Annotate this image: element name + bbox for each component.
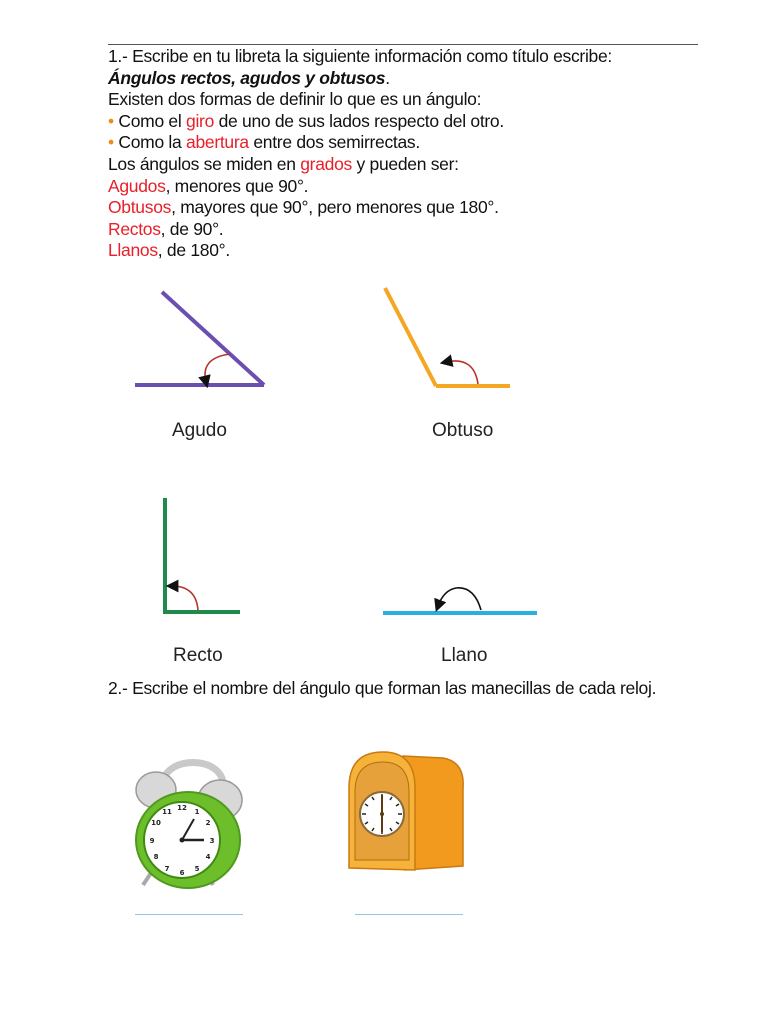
alarm-n4: 4 xyxy=(205,853,211,861)
type-rectos: Rectos, de 90°. xyxy=(108,218,224,239)
straight-angle-figure xyxy=(383,588,537,613)
alarm-n5: 5 xyxy=(194,865,200,873)
answer-line-alarm[interactable] xyxy=(135,914,243,915)
mantel-center xyxy=(380,812,384,816)
intro-text xyxy=(108,46,708,262)
alarm-n11: 11 xyxy=(162,808,172,816)
label-llano: Llano xyxy=(441,645,488,666)
straight-arc xyxy=(438,588,481,610)
top-rule xyxy=(108,44,698,45)
answer-line-mantel[interactable] xyxy=(355,914,463,915)
right-angle-figure xyxy=(163,498,240,612)
right-arc xyxy=(172,586,198,610)
alarm-n2: 2 xyxy=(205,819,211,827)
label-recto: Recto xyxy=(173,645,223,666)
obtuse-ray-slant xyxy=(385,288,436,386)
question-2: 2.- Escribe el nombre del ángulo que forman las manecillas de cada reloj. xyxy=(108,678,657,698)
alarm-n6: 6 xyxy=(179,869,185,877)
obtuse-arc xyxy=(446,361,478,384)
lesson-title: Ángulos rectos, agudos y obtusos xyxy=(108,67,386,88)
measure-line: Los ángulos se miden en grados y pueden ser: xyxy=(108,153,459,174)
mantel-clock-illustration xyxy=(343,748,473,888)
definition-intro: Existen dos formas de definir lo que es un ángulo: xyxy=(108,89,482,110)
type-obtusos: Obtusos, mayores que 90°, pero menores que 180°. xyxy=(108,197,499,218)
acute-ray-slant xyxy=(162,292,264,385)
label-agudo: Agudo xyxy=(172,420,227,441)
bullet-abertura: • Como la abertura entre dos semirrectas. xyxy=(108,132,420,153)
angle-figures xyxy=(0,270,768,670)
label-obtuso: Obtuso xyxy=(432,420,494,441)
acute-arc xyxy=(205,354,230,382)
alarm-n12: 12 xyxy=(177,804,187,812)
alarm-n8: 8 xyxy=(153,853,159,861)
instruction-line: 1.- Escribe en tu libreta la siguiente información como título escribe: xyxy=(108,46,612,66)
alarm-clock-illustration xyxy=(128,745,258,895)
obtuse-angle-figure xyxy=(385,288,510,386)
alarm-n10: 10 xyxy=(151,819,161,827)
alarm-n7: 7 xyxy=(164,865,170,873)
title-line: Ángulos rectos, agudos y obtusos. xyxy=(108,67,390,88)
alarm-n1: 1 xyxy=(194,808,200,816)
alarm-n9: 9 xyxy=(149,837,155,845)
type-agudos: Agudos, menores que 90°. xyxy=(108,175,309,196)
alarm-center xyxy=(180,838,185,843)
type-llanos: Llanos, de 180°. xyxy=(108,240,230,261)
alarm-n3: 3 xyxy=(209,837,215,845)
bullet-giro: • Como el giro de uno de sus lados respecto del otro. xyxy=(108,110,504,131)
acute-angle-figure xyxy=(135,292,264,385)
